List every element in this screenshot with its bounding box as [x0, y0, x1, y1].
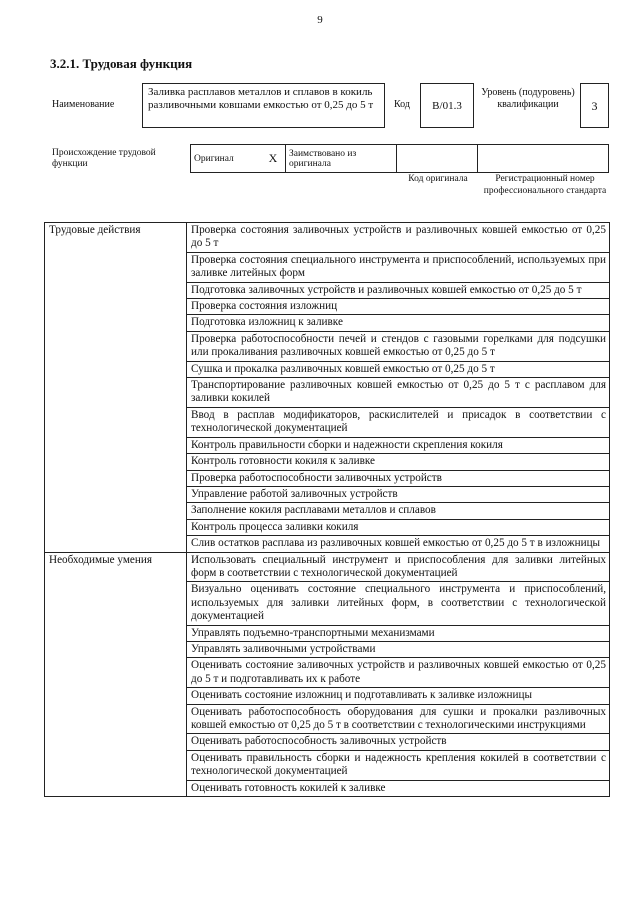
section-item: Использовать специальный инструмент и приспособления для заливки литейных форм в соответствии с технологической документацией: [187, 552, 610, 582]
section-item: Управлять заливочными устройствами: [187, 641, 610, 657]
registration-number-cell: [478, 145, 609, 173]
section-item: Визуально оценивать состояние специального инструмента и приспособлений, используемых для заливки литейных форм, в соответствии с технологической документацией: [187, 582, 610, 625]
origin-label: Происхождение трудовой функции: [52, 148, 156, 169]
section-title: 3.2.1. Трудовая функция: [50, 56, 193, 71]
section-item: Проверка состояния специального инструмента и приспособлений, используемых при заливке литейных форм: [187, 252, 610, 282]
level-value-box: 3: [580, 83, 609, 128]
section-item: Проверка состояния изложниц: [187, 299, 610, 315]
function-details-table: [44, 222, 610, 797]
function-code-box: В/01.3: [420, 83, 474, 128]
original-code-cell: [397, 145, 478, 173]
level-label: Уровень (подуровень) квалификации: [481, 87, 575, 110]
original-code-caption: Код оригинала: [408, 174, 468, 184]
section-item: Оценивать правильность сборки и надежность крепления кокилей в соответствии с технологической документацией: [187, 750, 610, 780]
section-item: Оценивать работоспособность заливочных устройств: [187, 734, 610, 750]
original-label: Оригинал: [191, 145, 262, 173]
name-label: Наименование: [52, 99, 115, 110]
function-details-body: [45, 223, 610, 797]
section-item: Проверка работоспособности заливочных устройств: [187, 470, 610, 486]
section-item: Оценивать состояние заливочных устройств и разливочных ковшей емкостью от 0,25 до 5 т и подготавливать их к работе: [187, 658, 610, 688]
section-item: Транспортирование разливочных ковшей емкостью от 0,25 до 5 т с расплавом для заливки кокилей: [187, 378, 610, 408]
registration-number-caption: Регистрационный номер профессионального стандарта: [483, 174, 607, 196]
section-item: Подготовка заливочных устройств и разливочных ковшей емкостью от 0,25 до 5 т: [187, 282, 610, 298]
section-item: Оценивать работоспособность оборудования для сушки и прокалки разливочных ковшей емкостью от 0,25 до 5 т в соответствии с технологическими инструкциями: [187, 704, 610, 734]
original-mark: X: [261, 145, 286, 173]
code-label: Код: [394, 99, 410, 110]
section-item: Ввод в расплав модификаторов, раскислителей и присадок в соответствии с технологической документацией: [187, 407, 610, 437]
section-item: Управлять подъемно-транспортными механизмами: [187, 625, 610, 641]
section-category: Трудовые действия: [45, 223, 187, 553]
section-item: Проверка работоспособности печей и стендов с газовыми горелками для подсушки или прокаливания разливочных ковшей емкостью от 0,25 до 5 т: [187, 331, 610, 361]
section-item: Заполнение кокиля расплавами металлов и сплавов: [187, 503, 610, 519]
section-category: Необходимые умения: [45, 552, 187, 797]
function-name-box: Заливка расплавов металлов и сплавов в кокиль разливочными ковшами емкостью от 0,25 до 5 т: [142, 83, 385, 128]
section-item: Оценивать состояние изложниц и подготавливать к заливке изложницы: [187, 688, 610, 704]
section-item: Слив остатков расплава из разливочных ковшей емкостью от 0,25 до 5 т в изложницы: [187, 536, 610, 552]
page-number: 9: [317, 14, 323, 26]
section-item: Сушка и прокалка разливочных ковшей емкостью от 0,25 до 5 т: [187, 361, 610, 377]
section-item: Управление работой заливочных устройств: [187, 486, 610, 502]
section-item: Контроль готовности кокиля к заливке: [187, 454, 610, 470]
section-item: Проверка состояния заливочных устройств и разливочных ковшей емкостью от 0,25 до 5 т: [187, 223, 610, 253]
section-item: Подготовка изложниц к заливке: [187, 315, 610, 331]
origin-table: [190, 144, 609, 173]
table-row: [45, 223, 610, 253]
table-row: [45, 552, 610, 582]
section-item: Контроль процесса заливки кокиля: [187, 519, 610, 535]
section-item: Контроль правильности сборки и надежности скрепления кокиля: [187, 437, 610, 453]
section-item: Оценивать готовность кокилей к заливке: [187, 780, 610, 796]
borrowed-label: Заимствовано из оригинала: [286, 145, 397, 173]
